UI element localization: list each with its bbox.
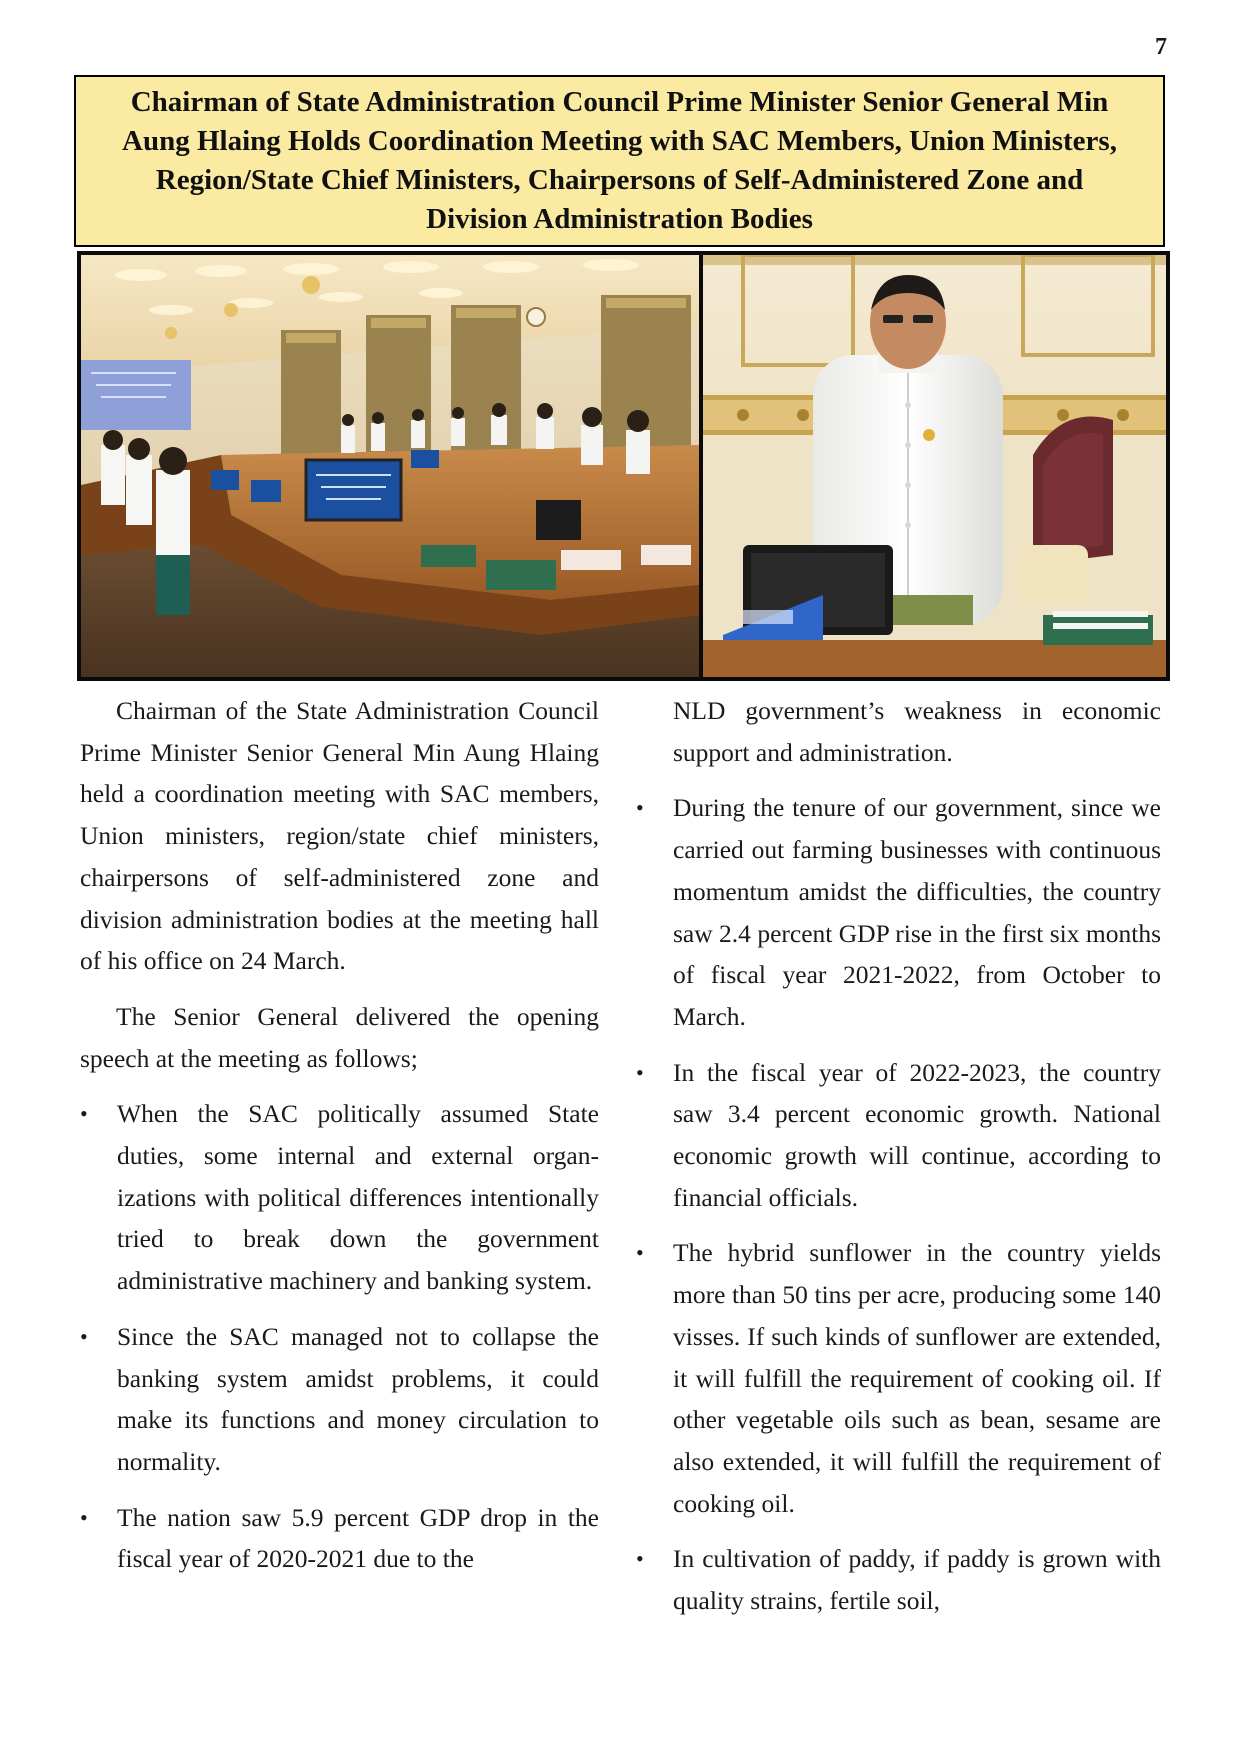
list-item-text: When the SAC politically assumed State duties, some internal and external organizations with political differences intentionally tried to break down the government administrative machinery and banking system. [117, 1099, 599, 1296]
article-title: Chairman of State Administration Council Prime Minister Senior General Min Aung Hlaing Holds Coordination Meeting with SAC Members, Union Ministers, Region/State Chief Ministers, Chairpersons of Self-Administered Zone and Division Administration Bodies [122, 86, 1117, 235]
continued-list-text: NLD government’s weakness in economic support and administration. [673, 696, 1161, 767]
meeting-hall-photo [81, 255, 699, 677]
list-item-text: Since the SAC managed not to collapse the banking system amidst problems, it could make its functions and money circulation to normality. [117, 1321, 599, 1476]
list-item [636, 1232, 1161, 1524]
body-paragraph: The Senior General delivered the opening speech at the meeting as follows; [80, 1001, 599, 1073]
list-item [80, 1497, 599, 1580]
page-number: 7 [1155, 34, 1167, 60]
bullet-icon: • [636, 1059, 644, 1085]
list-item [80, 1316, 599, 1483]
list-item-text: In cultivation of paddy, if paddy is grown with quality strains, fertile soil, [673, 1544, 1161, 1616]
right-column [636, 690, 1161, 1636]
article-title-box [74, 75, 1165, 247]
bullet-icon: • [636, 1546, 644, 1572]
bullet-icon: • [636, 1240, 644, 1266]
list-item [636, 787, 1161, 1037]
list-item-text: The hybrid sunflower in the country yields more than 50 tins per acre, producing some 140 visses. If such kinds of sunflower are extended, it will fulfill the requirement of cooking oil. If other vegetable oils such as bean, sesame are also extended, it will fulfill the requirement of cooking oil. [673, 1238, 1161, 1518]
bullet-icon: • [80, 1101, 88, 1127]
list-item [636, 1538, 1161, 1621]
bullet-list [80, 1093, 599, 1580]
list-item [80, 1093, 599, 1302]
bullet-icon: • [80, 1323, 88, 1349]
bullet-icon: • [80, 1504, 88, 1530]
bullet-icon: • [636, 795, 644, 821]
photo-strip [77, 251, 1170, 681]
list-item-text: In the fiscal year of 2022-2023, the country saw 3.4 percent economic growth. National economic growth will continue, according to financial officials. [673, 1057, 1161, 1212]
left-column [80, 690, 599, 1594]
list-item [636, 1052, 1161, 1219]
body-paragraph: Chairman of the State Administration Council Prime Minister Senior General Min Aung Hlaing held a coordination meeting with SAC members, Union ministers, region/state chief ministers, chairpersons of self-administered zone and division administration bodies at the meeting hall of his office on 24 March. [80, 696, 599, 976]
bullet-list [636, 787, 1161, 1621]
senior-general-speaking-photo [703, 255, 1166, 677]
list-item-text: The nation saw 5.9 percent GDP drop in the fiscal year of 2020-2021 due to the [117, 1502, 599, 1574]
list-item-text: During the tenure of our government, since we carried out farming businesses with continuous momentum amidst the difficulties, the country saw 2.4 percent GDP rise in the first six months of fiscal year 2021-2022, from October to March. [673, 793, 1161, 1031]
